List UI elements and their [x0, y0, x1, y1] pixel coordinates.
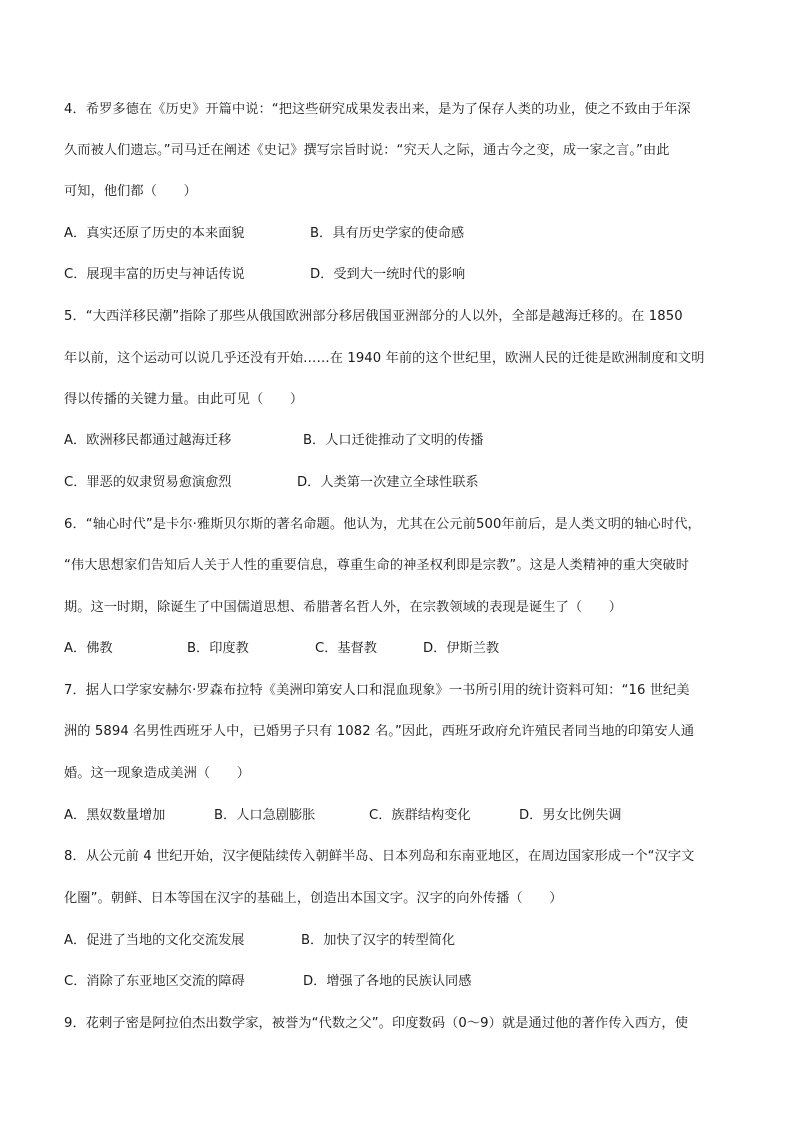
question-4-line-2: 久而被人们遗忘。”司马迁在阐述《史记》撰写宗旨时说：“究天人之际，通古今之变，成一家之言。”由此 — [64, 143, 670, 158]
question-7-line-3: 婚。这一现象造成美洲（ ） — [64, 766, 251, 781]
question-7-line-2: 洲的 5894 名男性西班牙人中，已婚男子只有 1082 名。”因此，西班牙政府允许殖民者同当地的印第安人通 — [64, 724, 695, 739]
question-4-option-a: A．真实还原了历史的本来面貌 — [64, 226, 245, 241]
question-7-options-row — [64, 807, 754, 825]
question-7-option-a: A．黑奴数量增加 — [64, 808, 166, 823]
question-5-options-row-2 — [64, 474, 754, 492]
question-8-line-1: 8．从公元前 4 世纪开始，汉字便陆续传入朝鲜半岛、日本列岛和东南亚地区，在周边国家形成一个“汉字文 — [64, 849, 695, 864]
question-6-line-1: 6．“轴心时代”是卡尔·雅斯贝尔斯的著名命题。他认为，尤其在公元前500年前后，是人类文明的轴心时代， — [64, 517, 701, 532]
question-5-line-3: 得以传播的关键力量。由此可见（ ） — [64, 392, 304, 407]
question-8-options-row-2 — [64, 973, 754, 991]
question-4-line-3: 可知，他们都（ ） — [64, 184, 197, 199]
question-8-option-d: D．增强了各地的民族认同感 — [303, 974, 472, 989]
question-6-line-3: 期。这一时期，除诞生了中国儒道思想、希腊著名哲人外，在宗教领域的表现是诞生了（ ） — [64, 600, 623, 615]
question-8-line-2: 化圈”。朝鲜、日本等国在汉字的基础上，创造出本国文字。汉字的向外传播（ ） — [64, 891, 563, 906]
question-8-option-c: C．消除了东亚地区交流的障碍 — [64, 974, 245, 989]
question-6-options-row — [64, 640, 754, 658]
question-4-options-row-1 — [64, 225, 754, 243]
question-7-option-b: B．人口急剧膨胀 — [214, 808, 316, 823]
question-8-option-b: B．加快了汉字的转型简化 — [301, 933, 456, 948]
question-5-option-d: D．人类第一次建立全球性联系 — [297, 475, 479, 490]
question-4-option-b: B．具有历史学家的使命感 — [310, 226, 465, 241]
question-5-line-2: 年以前，这个运动可以说几乎还没有开始……在 1940 年前的这个世纪里，欧洲人民的迁徙是欧洲制度和文明 — [64, 351, 705, 366]
question-5-option-a: A．欧洲移民都通过越海迁移 — [64, 433, 232, 448]
question-4-line-1: 4．希罗多德在《历史》开篇中说：“把这些研究成果发表出来，是为了保存人类的功业，使之不致由于年深 — [64, 102, 691, 117]
question-9-line-1: 9．花剌子密是阿拉伯杰出数学家，被誉为“代数之父”。印度数码（0～9）就是通过他的著作传入西方，使 — [64, 1016, 688, 1031]
question-7-option-d: D．男女比例失调 — [519, 808, 622, 823]
question-6-option-a: A．佛教 — [64, 641, 113, 656]
question-4-option-c: C．展现丰富的历史与神话传说 — [64, 267, 245, 282]
question-5-line-1: 5．“大西洋移民潮”指除了那些从俄国欧洲部分移居俄国亚洲部分的人以外，全部是越海迁移的。在 1850 — [64, 309, 683, 324]
question-8-options-row-1 — [64, 932, 754, 950]
question-6-option-c: C．基督教 — [315, 641, 377, 656]
question-7-line-1: 7．据人口学家安赫尔·罗森布拉特《美洲印第安人口和混血现象》一书所引用的统计资料可知：“16 世纪美 — [64, 683, 690, 698]
question-4-options-row-2 — [64, 266, 754, 284]
question-4-option-d: D．受到大一统时代的影响 — [310, 267, 466, 282]
question-6-option-d: D．伊斯兰教 — [423, 641, 500, 656]
question-5-option-c: C．罪恶的奴隶贸易愈演愈烈 — [64, 475, 232, 490]
question-8-option-a: A．促进了当地的文化交流发展 — [64, 933, 245, 948]
question-6-line-2: “伟大思想家们告知后人关于人性的重要信息，尊重生命的神圣权利即是宗教”。这是人类精神的重大突破时 — [64, 558, 690, 573]
question-5-options-row-1 — [64, 432, 754, 450]
question-7-option-c: C．族群结构变化 — [369, 808, 471, 823]
question-6-option-b: B．印度教 — [187, 641, 249, 656]
question-5-option-b: B．人口迁徙推动了文明的传播 — [303, 433, 484, 448]
